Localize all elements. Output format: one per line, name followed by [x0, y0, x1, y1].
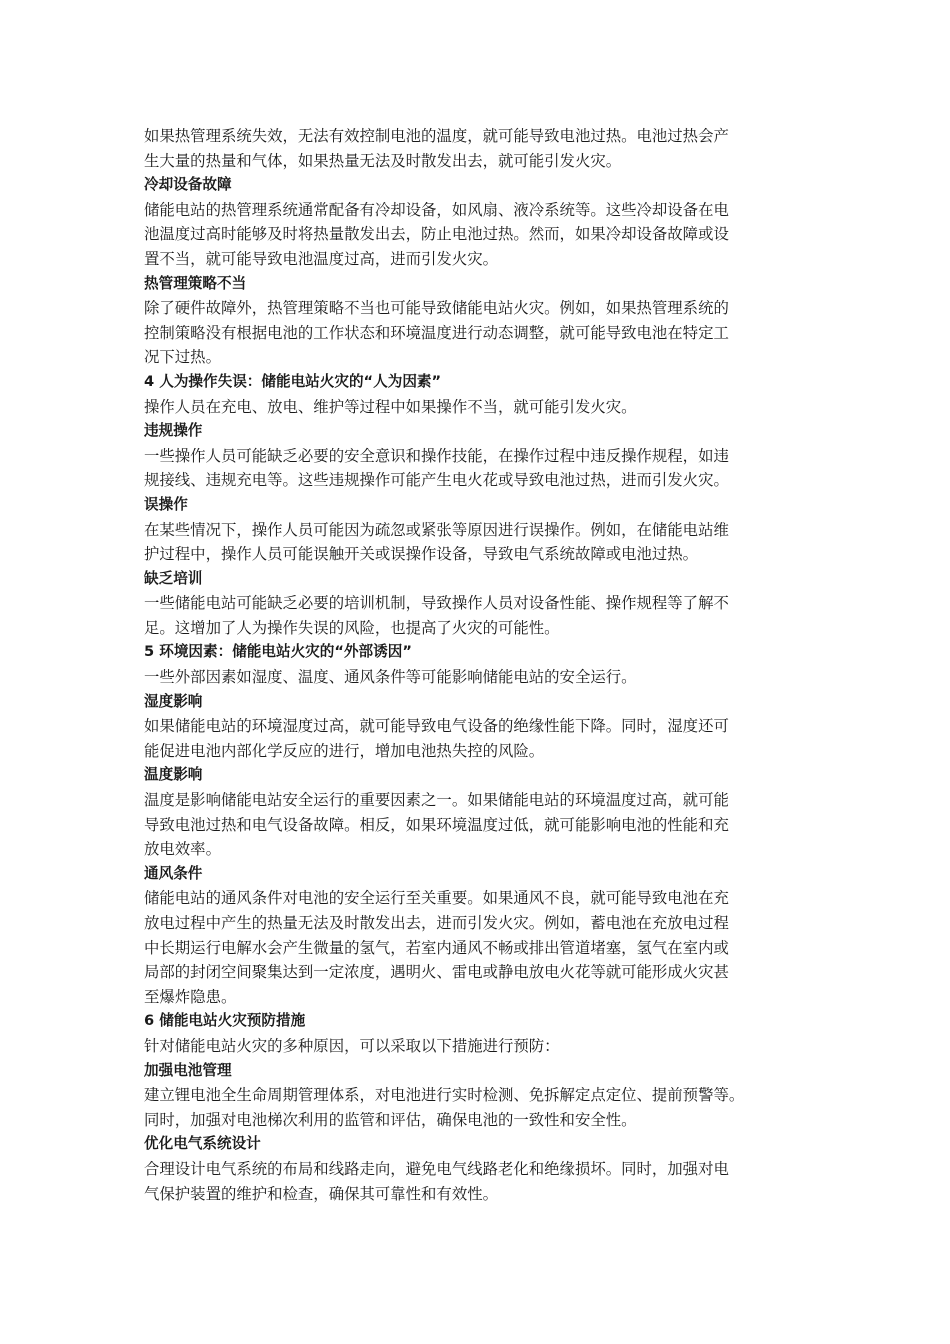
- paragraph-line: 能促进电池内部化学反应的进行，增加电池热失控的风险。: [144, 741, 545, 760]
- paragraph-line: 如果热管理系统失效，无法有效控制电池的温度，就可能导致电池过热。电池过热会产: [144, 127, 729, 145]
- section-heading: 误操作: [144, 495, 188, 513]
- section-heading: 缺乏培训: [144, 569, 203, 587]
- paragraph-line: 护过程中，操作人员可能误触开关或误操作设备，导致电气系统故障或电池过热。: [144, 545, 699, 564]
- paragraph-line: 况下过热。: [144, 348, 221, 367]
- paragraph-line: 同时，加强对电池梯次利用的监管和评估，确保电池的一致性和安全性。: [144, 1110, 637, 1129]
- paragraph-line: 中长期运行电解水会产生微量的氢气，若室内通风不畅或排出管道堵塞，氢气在室内或: [144, 938, 729, 957]
- paragraph-line: 一些储能电站可能缺乏必要的培训机制，导致操作人员对设备性能、操作规程等了解不: [144, 594, 729, 613]
- paragraph-line: 储能电站的热管理系统通常配备有冷却设备，如风扇、液冷系统等。这些冷却设备在电: [144, 200, 729, 219]
- paragraph-line: 一些操作人员可能缺乏必要的安全意识和操作技能，在操作过程中违反操作规程，如违: [144, 446, 729, 465]
- paragraph-line: 至爆炸隐患。: [144, 987, 237, 1006]
- section-heading: 通风条件: [144, 864, 203, 882]
- paragraph-line: 合理设计电气系统的布局和线路走向，避免电气线路老化和绝缘损坏。同时，加强对电: [144, 1159, 729, 1178]
- section-heading: 5 环境因素：储能电站火灾的“外部诱因”: [144, 643, 412, 661]
- paragraph-line: 如果储能电站的环境湿度过高，就可能导致电气设备的绝缘性能下降。同时，湿度还可: [144, 717, 729, 736]
- paragraph-line: 储能电站的通风条件对电池的安全运行至关重要。如果通风不良，就可能导致电池在充: [144, 889, 729, 908]
- paragraph-line: 气保护装置的维护和检查，确保其可靠性和有效性。: [144, 1184, 498, 1203]
- paragraph-line: 规接线、违规充电等。这些违规操作可能产生电火花或导致电池过热，进而引发火灾。: [144, 471, 729, 490]
- paragraph-line: 放电效率。: [144, 840, 221, 859]
- section-heading: 加强电池管理: [144, 1061, 232, 1079]
- section-heading: 温度影响: [144, 766, 203, 784]
- document-page: [144, 124, 816, 1206]
- section-heading: 冷却设备故障: [144, 176, 232, 194]
- paragraph-line: 生大量的热量和气体，如果热量无法及时散发出去，就可能引发火灾。: [144, 151, 622, 170]
- section-heading: 优化电气系统设计: [144, 1135, 261, 1153]
- paragraph-line: 池温度过高时能够及时将热量散发出去，防止电池过热。然而，如果冷却设备故障或设: [144, 225, 729, 244]
- paragraph-line: 导致电池过热和电气设备故障。相反，如果环境温度过低，就可能影响电池的性能和充: [144, 815, 729, 834]
- paragraph-line: 针对储能电站火灾的多种原因，可以采取以下措施进行预防：: [144, 1036, 560, 1055]
- paragraph-line: 放电过程中产生的热量无法及时散发出去，进而引发火灾。例如，蓄电池在充放电过程: [144, 914, 729, 932]
- section-heading: 6 储能电站火灾预防措施: [144, 1012, 306, 1030]
- section-heading: 热管理策略不当: [144, 274, 247, 292]
- paragraph-line: 温度是影响储能电站安全运行的重要因素之一。如果储能电站的环境温度过高，就可能: [144, 791, 729, 810]
- paragraph-line: 局部的封闭空间聚集达到一定浓度，遇明火、雷电或静电放电火花等就可能形成火灾甚: [144, 963, 729, 982]
- section-heading: 湿度影响: [144, 692, 203, 710]
- paragraph-line: 操作人员在充电、放电、维护等过程中如果操作不当，就可能引发火灾。: [144, 397, 637, 416]
- section-heading: 违规操作: [144, 422, 203, 440]
- section-heading: 4 人为操作失误：储能电站火灾的“人为因素”: [144, 372, 442, 390]
- paragraph-line: 控制策略没有根据电池的工作状态和环境温度进行动态调整，就可能导致电池在特定工: [144, 323, 729, 342]
- paragraph-line: 除了硬件故障外，热管理策略不当也可能导致储能电站火灾。例如，如果热管理系统的: [144, 299, 729, 318]
- paragraph-line: 置不当，就可能导致电池温度过高，进而引发火灾。: [144, 249, 498, 268]
- paragraph-line: 在某些情况下，操作人员可能因为疏忽或紧张等原因进行误操作。例如，在储能电站维: [144, 520, 729, 539]
- paragraph-line: 足。这增加了人为操作失误的风险，也提高了火灾的可能性。: [144, 618, 560, 637]
- paragraph-line: 建立锂电池全生命周期管理体系，对电池进行实时检测、免拆解定点定位、提前预警等。: [144, 1086, 745, 1105]
- paragraph-line: 一些外部因素如湿度、温度、通风条件等可能影响储能电站的安全运行。: [144, 668, 637, 687]
